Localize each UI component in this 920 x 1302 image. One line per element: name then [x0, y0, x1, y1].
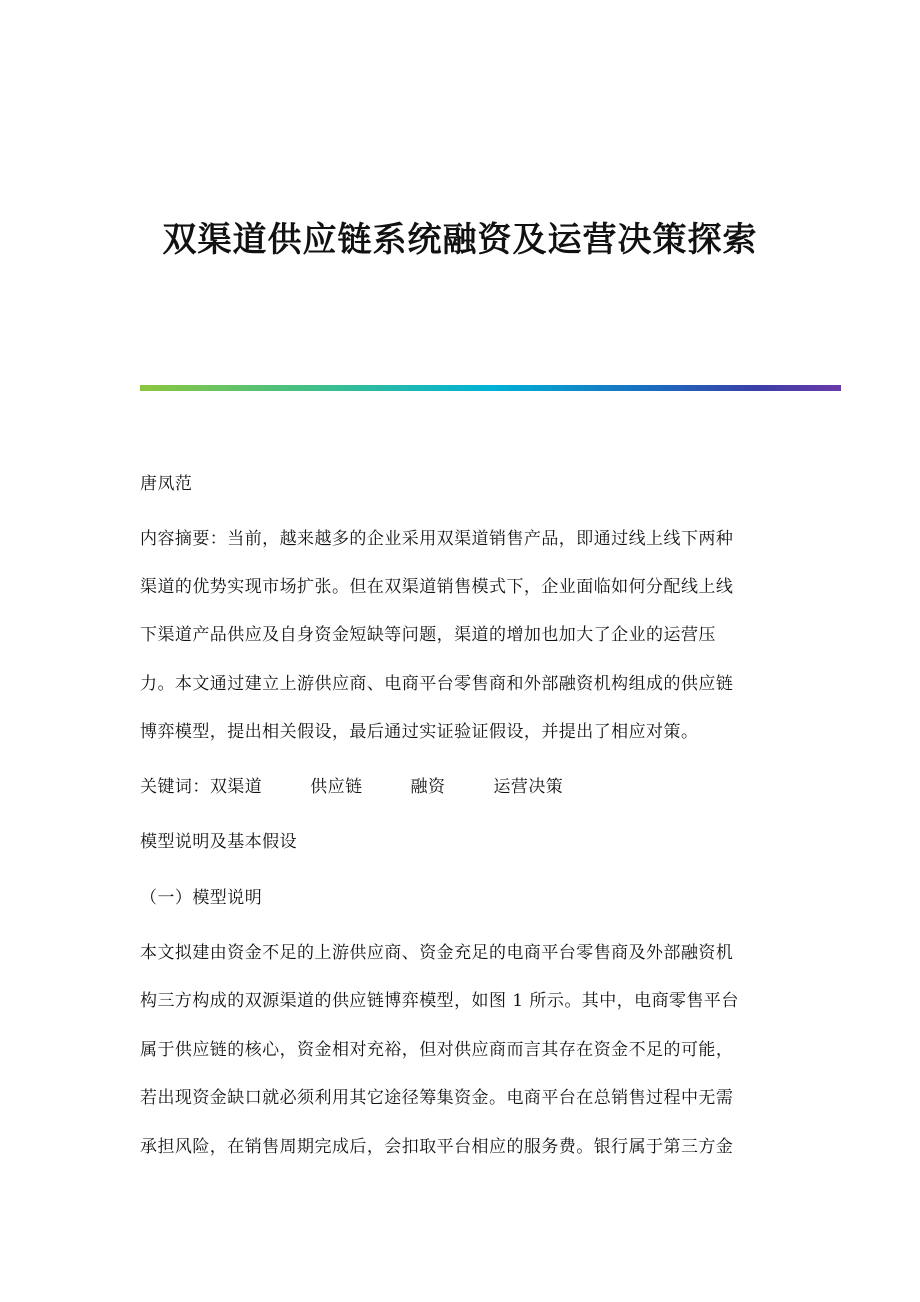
- keywords-label: 关键词：: [140, 777, 210, 797]
- body-line: 本文拟建由资金不足的上游供应商、资金充足的电商平台零售商及外部融资机: [140, 943, 734, 963]
- body-line: 若出现资金缺口就必须利用其它途径筹集资金。电商平台在总销售过程中无需: [140, 1088, 734, 1108]
- subsection-heading: （一）模型说明: [140, 888, 263, 908]
- keyword-item: 供应链: [310, 777, 363, 797]
- section-heading: 模型说明及基本假设: [140, 832, 298, 852]
- abstract-line: 力。本文通过建立上游供应商、电商平台零售商和外部融资机构组成的供应链: [140, 674, 734, 694]
- abstract-line: 下渠道产品供应及自身资金短缺等问题，渠道的增加也加大了企业的运营压: [140, 625, 716, 645]
- title-divider: [140, 385, 841, 391]
- body-line: 构三方构成的双源渠道的供应链博弈模型，如图 1 所示。其中，电商零售平台: [140, 991, 739, 1011]
- author-name: 唐凤范: [140, 474, 193, 494]
- body-line: 属于供应链的核心，资金相对充裕，但对供应商而言其存在资金不足的可能，: [140, 1040, 734, 1060]
- abstract-line: 渠道的优势实现市场扩张。但在双渠道销售模式下，企业面临如何分配线上线: [140, 577, 734, 597]
- abstract-line: 内容摘要：当前，越来越多的企业采用双渠道销售产品，即通过线上线下两种: [140, 529, 734, 549]
- abstract-line: 博弈模型，提出相关假设，最后通过实证验证假设，并提出了相应对策。: [140, 722, 699, 742]
- keyword-item: 融资: [410, 777, 446, 797]
- keywords-line: [140, 775, 780, 799]
- keyword-item: 双渠道: [209, 777, 263, 797]
- keyword-item: 运营决策: [493, 777, 564, 797]
- document-title: 双渠道供应链系统融资及运营决策探索: [162, 220, 758, 260]
- body-line: 承担风险，在销售周期完成后，会扣取平台相应的服务费。银行属于第三方金: [140, 1137, 734, 1157]
